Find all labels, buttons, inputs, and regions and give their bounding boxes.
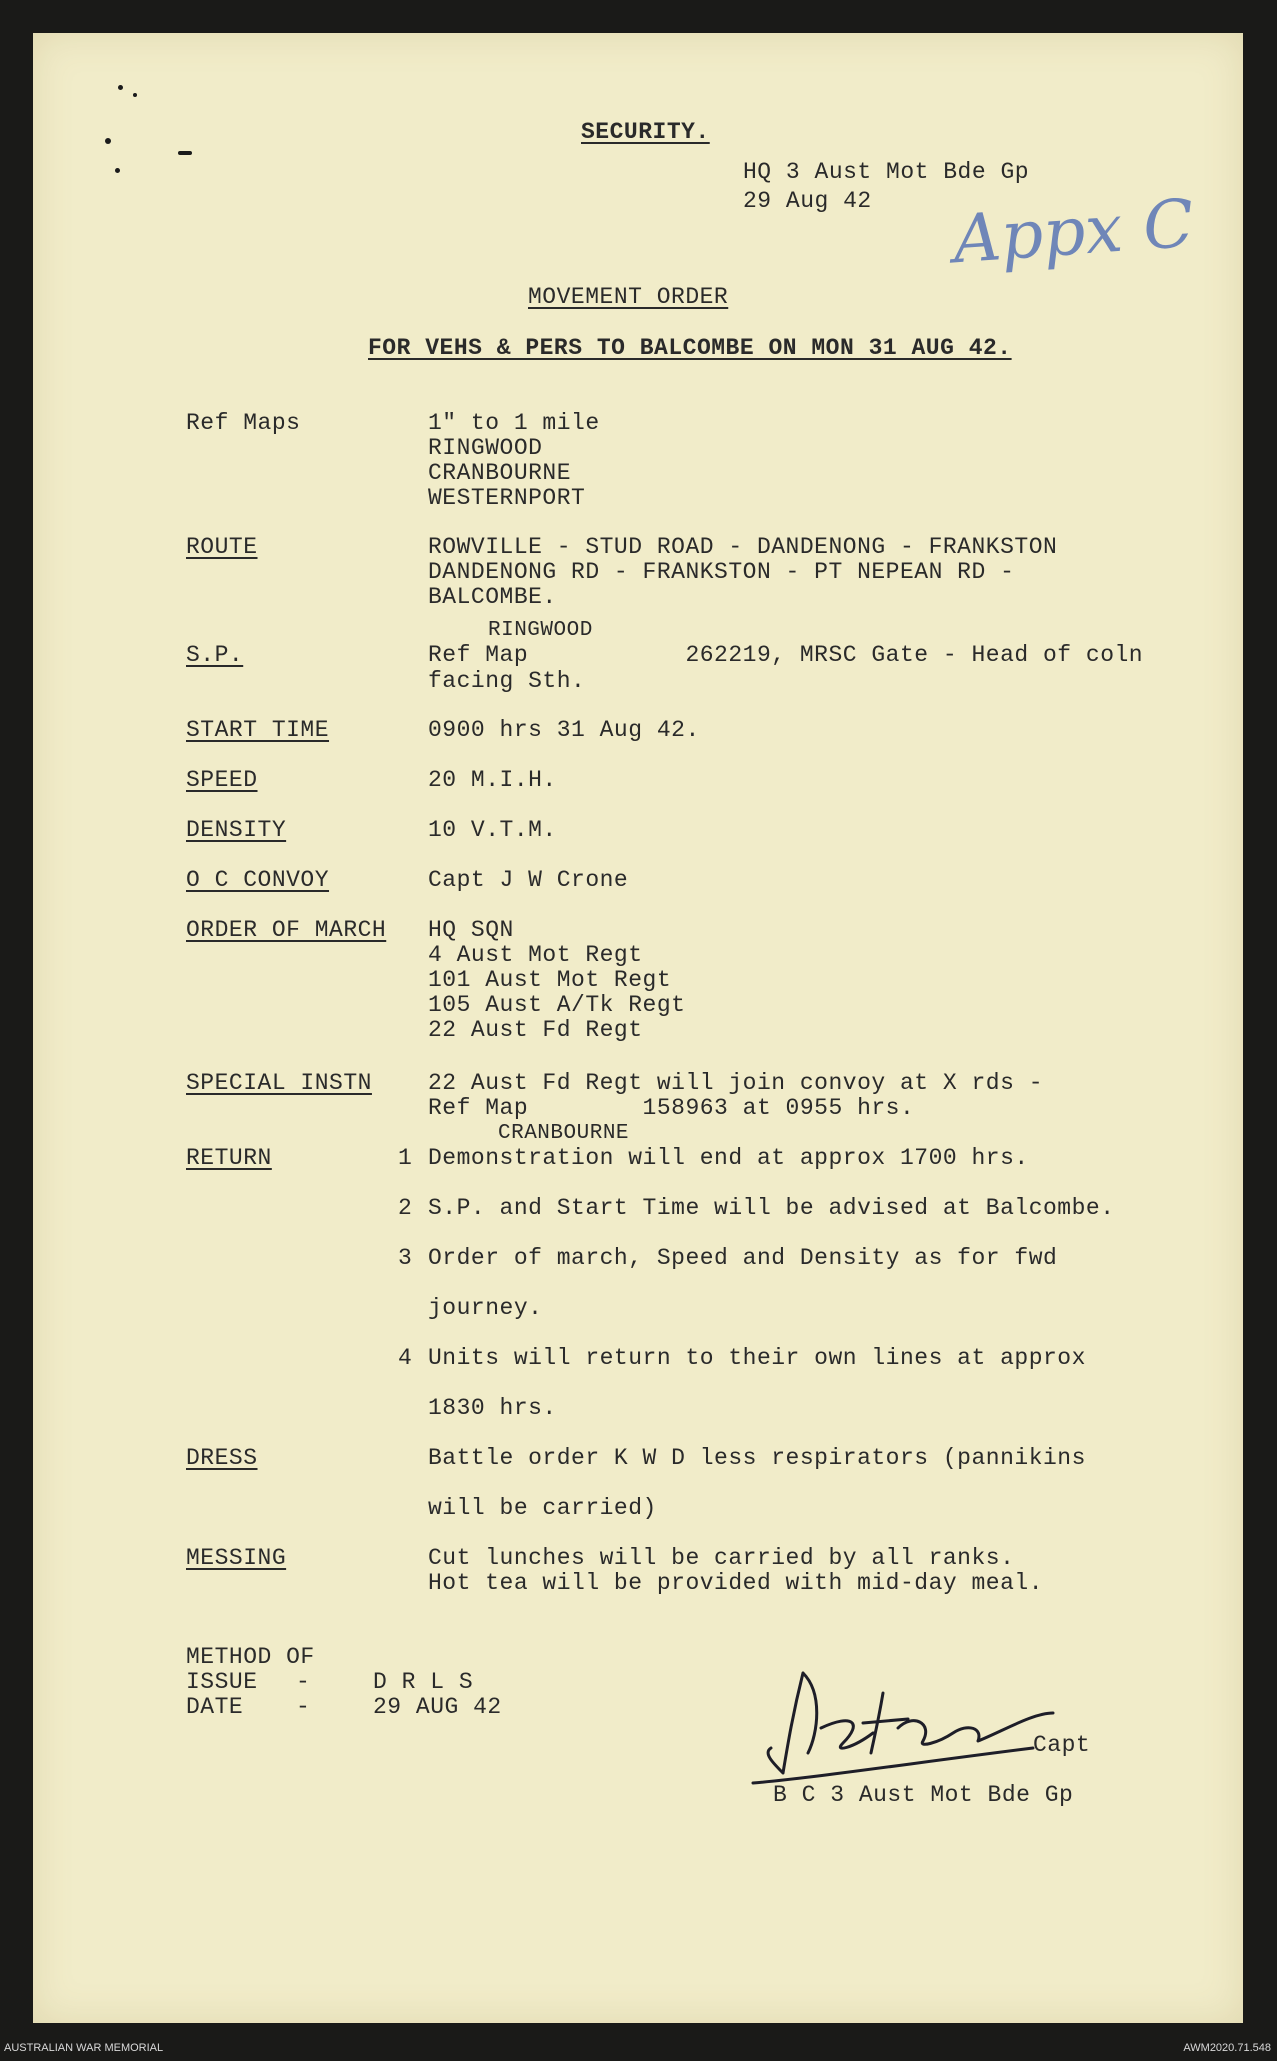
document-date: 29 Aug 42 (743, 188, 872, 214)
punch-mark (133, 93, 137, 97)
ref-maps-label: Ref Maps (186, 410, 301, 436)
ref-maps-line: 1" to 1 mile (428, 410, 600, 436)
signature-title: B C 3 Aust Mot Bde Gp (773, 1782, 1074, 1808)
return-item-number: 4 (398, 1345, 413, 1371)
punch-mark (115, 168, 120, 173)
order-of-march-label: ORDER OF MARCH (186, 917, 387, 943)
dress-line: will be carried) (428, 1495, 657, 1521)
ref-maps-line: WESTERNPORT (428, 485, 586, 511)
document-page (33, 33, 1243, 2023)
sp-line: Ref Map 262219, MRSC Gate - Head of coln (428, 642, 1144, 668)
ref-maps-line: RINGWOOD (428, 435, 543, 461)
route-line: ROWVILLE - STUD ROAD - DANDENONG - FRANKSTON (428, 534, 1058, 560)
return-item-text: Order of march, Speed and Density as for fwd (428, 1245, 1058, 1271)
messing-label: MESSING (186, 1545, 287, 1571)
march-unit: 105 Aust A/Tk Regt (428, 992, 686, 1018)
sp-map-insert: RINGWOOD (488, 619, 593, 642)
density-value: 10 V.T.M. (428, 817, 557, 843)
signature-rank: Capt (1033, 1732, 1091, 1758)
messing-line: Cut lunches will be carried by all ranks. (428, 1545, 1015, 1571)
oc-convoy-label: O C CONVOY (186, 867, 330, 893)
return-item-number: 3 (398, 1245, 413, 1271)
appendix-annotation: Appx C (950, 184, 1197, 279)
return-item-number: 1 (398, 1145, 413, 1171)
march-unit: 4 Aust Mot Regt (428, 942, 643, 968)
issue-label: ISSUE (186, 1669, 258, 1695)
special-instn-label: SPECIAL INSTN (186, 1070, 372, 1096)
date-dash: - (296, 1694, 311, 1720)
sp-label: S.P. (186, 642, 244, 668)
title-destination: FOR VEHS & PERS TO BALCOMBE ON MON 31 AUG 42. (368, 335, 1012, 361)
march-unit: 22 Aust Fd Regt (428, 1017, 643, 1043)
footer-accession-number: AWM2020.71.548 (1183, 2042, 1271, 2054)
march-unit: HQ SQN (428, 917, 514, 943)
sp-line: facing Sth. (428, 668, 586, 694)
special-instn-line: 22 Aust Fd Regt will join convoy at X rds - (428, 1070, 1043, 1096)
oc-convoy-value: Capt J W Crone (428, 867, 629, 893)
messing-line: Hot tea will be provided with mid-day meal. (428, 1570, 1043, 1596)
ref-maps-line: CRANBOURNE (428, 460, 572, 486)
return-item-text: journey. (428, 1295, 543, 1321)
date-label: DATE (186, 1694, 244, 1720)
punch-mark (178, 151, 192, 155)
security-heading: SECURITY. (581, 119, 710, 145)
issue-dash: - (296, 1669, 311, 1695)
dress-line: Battle order K W D less respirators (pannikins (428, 1445, 1086, 1471)
archive-footer (0, 2038, 1277, 2061)
return-item-text: Demonstration will end at approx 1700 hrs. (428, 1145, 1029, 1171)
route-label: ROUTE (186, 534, 258, 560)
speed-value: 20 M.I.H. (428, 767, 557, 793)
title-movement-order: MOVEMENT ORDER (528, 284, 729, 310)
start-time-value: 0900 hrs 31 Aug 42. (428, 717, 700, 743)
return-item-text: S.P. and Start Time will be advised at Balcombe. (428, 1195, 1115, 1221)
route-line: DANDENONG RD - FRANKSTON - PT NEPEAN RD - (428, 559, 1015, 585)
march-unit: 101 Aust Mot Regt (428, 967, 672, 993)
date-value: 29 AUG 42 (373, 1694, 502, 1720)
footer-institution: AUSTRALIAN WAR MEMORIAL (4, 2042, 164, 2054)
return-item-text: 1830 hrs. (428, 1395, 557, 1421)
speed-label: SPEED (186, 767, 258, 793)
from-unit: HQ 3 Aust Mot Bde Gp (743, 159, 1030, 185)
dress-label: DRESS (186, 1445, 258, 1471)
density-label: DENSITY (186, 817, 287, 843)
return-label: RETURN (186, 1145, 272, 1171)
issue-value: D R L S (373, 1669, 474, 1695)
method-of-label: METHOD OF (186, 1644, 315, 1670)
special-instn-line: Ref Map 158963 at 0955 hrs. (428, 1095, 915, 1121)
return-item-text: Units will return to their own lines at approx (428, 1345, 1086, 1371)
route-line: BALCOMBE. (428, 584, 557, 610)
special-instn-map-insert: CRANBOURNE (498, 1122, 630, 1145)
punch-mark (118, 85, 123, 90)
punch-mark (105, 138, 111, 144)
return-item-number: 2 (398, 1195, 413, 1221)
handwritten-signature (733, 1653, 1063, 1803)
start-time-label: START TIME (186, 717, 330, 743)
